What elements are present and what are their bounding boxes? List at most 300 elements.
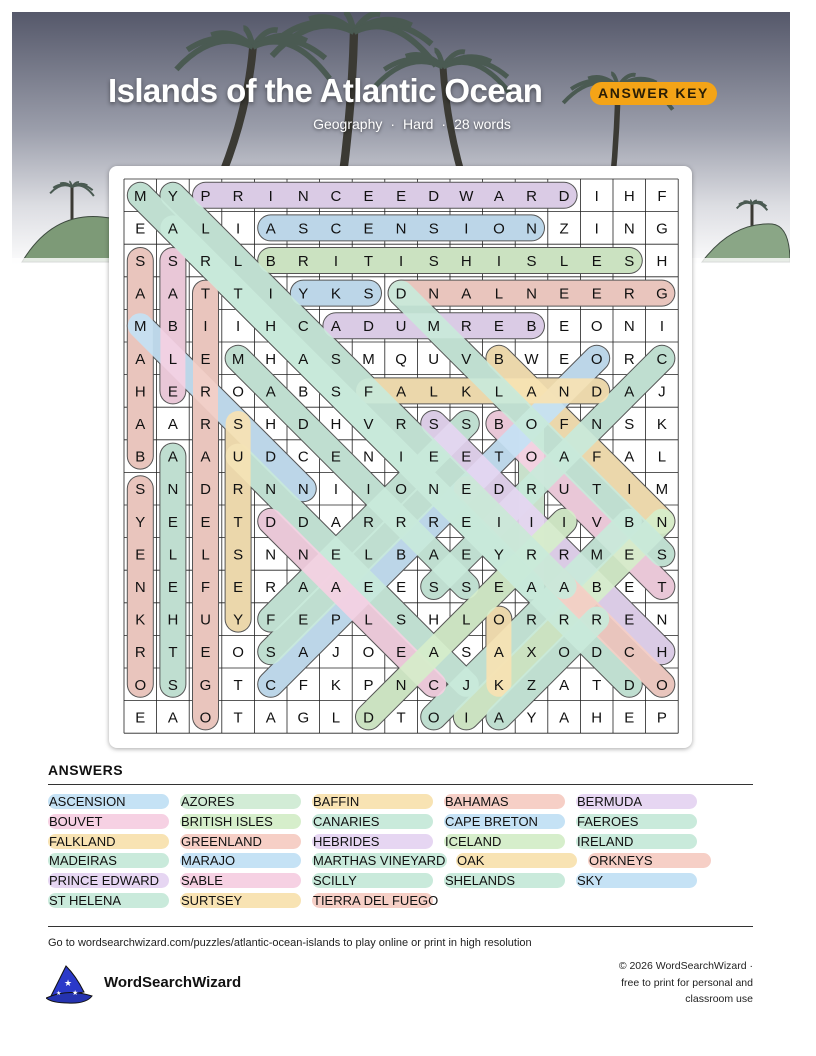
grid-letter: B bbox=[298, 383, 309, 401]
grid-letter: N bbox=[167, 481, 179, 499]
grid-letter: I bbox=[236, 318, 241, 336]
grid-letter: U bbox=[428, 350, 440, 368]
grid-letter: O bbox=[199, 709, 212, 727]
grid-letter: G bbox=[656, 285, 668, 303]
answer-word: MARTHAS VINEYARD bbox=[313, 853, 446, 869]
grid-letter: E bbox=[559, 285, 570, 303]
grid-letter: N bbox=[428, 285, 440, 303]
grid-letter: O bbox=[525, 448, 538, 466]
grid-letter: F bbox=[298, 676, 308, 694]
grid-letter: B bbox=[624, 513, 635, 531]
grid-letter: H bbox=[265, 350, 277, 368]
grid-letter: E bbox=[298, 611, 309, 629]
grid-letter: D bbox=[297, 416, 309, 433]
grid-letter: B bbox=[526, 318, 537, 336]
grid-letter: L bbox=[494, 383, 504, 401]
grid-letter: S bbox=[624, 253, 635, 270]
grid-letter: R bbox=[526, 546, 537, 564]
grid-letter: B bbox=[493, 350, 504, 368]
grid-letter: D bbox=[200, 481, 211, 499]
grid-letter: A bbox=[330, 579, 341, 596]
grid-letter: A bbox=[200, 448, 211, 466]
grid-letter: S bbox=[265, 644, 276, 662]
grid-letter: R bbox=[297, 253, 309, 270]
grid-letter: N bbox=[265, 481, 277, 499]
grid-letter: D bbox=[265, 513, 277, 531]
grid-letter: B bbox=[265, 253, 276, 270]
grid-letter: E bbox=[330, 546, 341, 564]
grid-letter: N bbox=[363, 448, 374, 466]
grid-letter: C bbox=[330, 187, 342, 205]
grid-letter: D bbox=[591, 383, 603, 401]
answer-word: HEBRIDES bbox=[312, 834, 433, 849]
grid-letter: A bbox=[330, 513, 341, 531]
grid-letter: D bbox=[493, 481, 505, 499]
grid-letter: R bbox=[200, 253, 211, 270]
grid-letter: R bbox=[200, 416, 211, 433]
grid-letter: S bbox=[167, 253, 178, 270]
answer-word: ICELAND bbox=[444, 834, 565, 849]
grid-letter: O bbox=[232, 644, 244, 662]
grid-letter: R bbox=[623, 285, 635, 303]
grid-letter: O bbox=[362, 644, 375, 662]
grid-letter: E bbox=[624, 546, 635, 564]
answer-word: SURTSEY bbox=[180, 893, 301, 908]
grid-letter: I bbox=[399, 448, 404, 466]
grid-letter: S bbox=[396, 611, 407, 629]
grid-letter: E bbox=[624, 579, 635, 596]
grid-letter: U bbox=[232, 448, 244, 466]
grid-letter: T bbox=[592, 676, 602, 694]
answer-word: MARAJO bbox=[180, 853, 301, 868]
grid-letter: S bbox=[167, 676, 178, 694]
grid-letter: S bbox=[461, 416, 472, 433]
grid-letter: N bbox=[558, 383, 570, 401]
grid-letter: E bbox=[493, 318, 504, 336]
grid-letter: F bbox=[657, 187, 667, 205]
grid-letter: J bbox=[462, 676, 471, 694]
grid-letter: K bbox=[656, 416, 667, 433]
answer-word: BAHAMAS bbox=[444, 794, 565, 809]
grid-letter: A bbox=[298, 579, 309, 596]
grid-letter: I bbox=[366, 481, 371, 499]
svg-text:★: ★ bbox=[64, 978, 73, 988]
grid-letter: C bbox=[428, 676, 440, 694]
grid-letter: A bbox=[624, 448, 635, 466]
grid-letter: A bbox=[330, 318, 341, 336]
grid-letter: T bbox=[233, 513, 243, 531]
grid-letter: I bbox=[627, 481, 632, 499]
grid-letter: H bbox=[428, 611, 440, 629]
grid-letter: S bbox=[330, 383, 341, 401]
grid-letter: A bbox=[526, 383, 537, 401]
grid-letter: S bbox=[135, 253, 146, 270]
grid-letter: N bbox=[428, 481, 440, 499]
grid-letter: A bbox=[493, 644, 504, 662]
grid-letter: N bbox=[656, 611, 668, 629]
grid-letter: N bbox=[134, 579, 146, 596]
answer-word: AZORES bbox=[180, 794, 301, 809]
grid-letter: S bbox=[624, 416, 635, 433]
grid-letter: E bbox=[428, 448, 439, 466]
answer-word: PRINCE EDWARD bbox=[48, 873, 169, 888]
grid-letter: E bbox=[135, 709, 146, 727]
grid-letter: O bbox=[493, 611, 505, 629]
wizard-hat-icon bbox=[46, 962, 94, 1004]
answer-word: ORKNEYS bbox=[588, 853, 711, 868]
grid-letter: F bbox=[592, 448, 602, 466]
grid-letter: O bbox=[232, 383, 244, 401]
grid-letter: O bbox=[493, 220, 505, 238]
grid-letter: W bbox=[459, 187, 474, 205]
grid-letter: H bbox=[591, 709, 603, 727]
divider bbox=[48, 784, 753, 785]
grid-letter: O bbox=[590, 350, 603, 368]
grid-letter: S bbox=[298, 220, 309, 238]
grid-letter: T bbox=[200, 285, 211, 303]
grid-letter: B bbox=[135, 448, 146, 466]
grid-letter: E bbox=[200, 350, 211, 368]
grid-letter: O bbox=[558, 644, 570, 662]
grid-letter: R bbox=[363, 513, 374, 531]
grid-letter: N bbox=[297, 481, 309, 499]
grid-letter: O bbox=[395, 481, 407, 499]
answer-word: CAPE BRETON bbox=[444, 814, 565, 829]
grid-letter: I bbox=[399, 253, 404, 270]
grid-letter: E bbox=[167, 383, 178, 401]
answer-word: FAEROES bbox=[576, 814, 697, 829]
grid-letter: K bbox=[461, 383, 472, 401]
grid-letter: O bbox=[427, 709, 440, 727]
grid-letter: I bbox=[268, 285, 273, 303]
grid-letter: S bbox=[656, 546, 667, 564]
grid-letter: I bbox=[562, 513, 567, 531]
grid-letter: E bbox=[363, 187, 374, 205]
grid-letter: D bbox=[591, 644, 603, 662]
grid-letter: N bbox=[591, 416, 603, 433]
answer-word: BOUVET bbox=[48, 814, 169, 829]
grid-letter: T bbox=[396, 709, 406, 727]
grid-letter: S bbox=[461, 644, 472, 662]
grid-letter: W bbox=[524, 350, 539, 368]
grid-letter: L bbox=[462, 611, 471, 629]
puzzle-meta bbox=[12, 116, 790, 132]
grid-letter: R bbox=[395, 513, 407, 531]
grid-letter: A bbox=[135, 416, 146, 433]
grid-letter: I bbox=[268, 187, 273, 205]
grid-letter: I bbox=[496, 513, 501, 531]
grid-letter: S bbox=[428, 416, 439, 433]
grid-letter: C bbox=[265, 676, 277, 694]
grid-letter: C bbox=[623, 644, 635, 662]
grid-letter: R bbox=[232, 481, 244, 499]
grid-letter: A bbox=[559, 579, 570, 596]
grid-letter: G bbox=[297, 709, 310, 727]
grid-letter: R bbox=[428, 513, 440, 531]
grid-letter: T bbox=[233, 285, 243, 303]
grid-letter: Z bbox=[559, 220, 569, 238]
grid-letter: R bbox=[395, 416, 407, 433]
grid-letter: F bbox=[559, 416, 569, 433]
grid-letter: H bbox=[167, 611, 179, 629]
grid-letter: I bbox=[496, 253, 501, 270]
grid-letter: I bbox=[333, 253, 338, 270]
grid-letter: L bbox=[233, 253, 243, 270]
grid-letter: I bbox=[594, 220, 599, 238]
answer-key-badge: ANSWER KEY bbox=[590, 82, 717, 105]
grid-letter: M bbox=[590, 546, 603, 564]
grid-letter: C bbox=[297, 318, 309, 336]
grid-letter: N bbox=[623, 318, 635, 336]
grid-letter: Y bbox=[233, 611, 244, 629]
grid-letter: R bbox=[558, 611, 570, 629]
grid-letter: D bbox=[265, 448, 277, 466]
grid-letter: R bbox=[232, 187, 244, 205]
grid-letter: R bbox=[526, 611, 537, 629]
grid-letter: I bbox=[659, 318, 664, 336]
grid-letter: U bbox=[395, 318, 407, 336]
grid-letter: D bbox=[297, 513, 309, 531]
grid-letter: S bbox=[428, 253, 439, 270]
answer-word: BERMUDA bbox=[576, 794, 697, 809]
copyright-note bbox=[563, 958, 753, 1008]
grid-letter: T bbox=[233, 676, 243, 694]
grid-letter: Y bbox=[526, 709, 537, 727]
footer-link[interactable]: Go to wordsearchwizard.com/puzzles/atlantic-ocean-islands to play online or print in high resolution bbox=[48, 937, 532, 949]
grid-letter: Q bbox=[395, 350, 407, 368]
grid-letter: O bbox=[134, 676, 147, 694]
grid-letter: E bbox=[624, 611, 635, 629]
grid-letter: S bbox=[233, 546, 244, 564]
grid-letter: R bbox=[265, 579, 277, 596]
grid-letter: V bbox=[591, 513, 602, 531]
grid-letter: G bbox=[199, 676, 212, 694]
copyright-line: classroom use bbox=[685, 993, 753, 1005]
grid-letter: S bbox=[233, 416, 244, 433]
grid-letter: H bbox=[656, 253, 668, 270]
grid-letter: A bbox=[167, 709, 178, 727]
answer-word: BAFFIN bbox=[312, 794, 433, 809]
grid-letter: Z bbox=[526, 676, 537, 694]
grid-letter: L bbox=[168, 546, 178, 564]
grid-letter: H bbox=[265, 318, 277, 336]
grid-letter: A bbox=[167, 285, 178, 303]
grid-letter: H bbox=[460, 253, 472, 270]
copyright-line: © 2026 WordSearchWizard · bbox=[618, 960, 753, 972]
grid-letter: E bbox=[200, 644, 211, 662]
grid-letter: E bbox=[591, 253, 602, 270]
grid-letter: A bbox=[298, 350, 309, 368]
grid-letter: D bbox=[363, 318, 374, 336]
grid-letter: A bbox=[135, 350, 146, 368]
grid-letter: L bbox=[364, 611, 373, 629]
word-count-label: 28 words bbox=[454, 116, 511, 132]
grid-letter: A bbox=[167, 220, 178, 238]
grid-letter: B bbox=[167, 318, 178, 336]
subject-label: Geography bbox=[313, 116, 383, 132]
grid-letter: E bbox=[591, 285, 602, 303]
grid-letter: E bbox=[363, 579, 374, 596]
grid-letter: A bbox=[559, 448, 570, 466]
letter-grid bbox=[109, 166, 692, 748]
grid-letter: E bbox=[330, 448, 341, 466]
grid-letter: L bbox=[657, 448, 667, 466]
grid-letter: T bbox=[363, 253, 374, 270]
answer-word: BRITISH ISLES bbox=[180, 814, 301, 829]
grid-letter: D bbox=[363, 709, 374, 727]
grid-letter: M bbox=[427, 318, 440, 336]
grid-letter: S bbox=[135, 481, 146, 499]
answer-word: SCILLY bbox=[312, 873, 433, 888]
grid-letter: D bbox=[395, 285, 407, 303]
grid-letter: S bbox=[428, 579, 439, 596]
grid-letter: N bbox=[297, 546, 309, 564]
grid-letter: A bbox=[493, 187, 504, 205]
grid-letter: S bbox=[330, 350, 341, 368]
answer-word: TIERRA DEL FUEGO bbox=[313, 893, 439, 908]
grid-letter: O bbox=[590, 318, 603, 336]
grid-letter: F bbox=[363, 383, 374, 401]
grid-letter: X bbox=[526, 644, 537, 662]
grid-letter: H bbox=[623, 187, 635, 205]
grid-letter: C bbox=[297, 448, 309, 466]
copyright-line: free to print for personal and bbox=[621, 976, 753, 989]
grid-letter: D bbox=[623, 676, 635, 694]
separator-dot: · bbox=[390, 116, 396, 132]
grid-letter: E bbox=[396, 579, 407, 596]
difficulty-label: Hard bbox=[403, 116, 434, 132]
grid-letter: R bbox=[134, 644, 146, 662]
grid-letter: A bbox=[265, 383, 276, 401]
grid-letter: L bbox=[168, 350, 178, 368]
grid-letter: B bbox=[591, 579, 602, 596]
grid-letter: U bbox=[558, 481, 570, 499]
grid-letter: S bbox=[428, 220, 439, 238]
grid-letter: S bbox=[363, 285, 374, 303]
grid-letter: P bbox=[200, 187, 211, 205]
grid-letter: I bbox=[594, 187, 599, 205]
grid-letter: L bbox=[429, 383, 438, 401]
grid-letter: A bbox=[526, 579, 537, 596]
grid-letter: A bbox=[559, 676, 570, 694]
grid-letter: R bbox=[558, 546, 570, 564]
grid-letter: M bbox=[362, 350, 375, 368]
grid-letter: A bbox=[135, 285, 146, 303]
grid-letter: I bbox=[236, 220, 241, 238]
answer-word: IRELAND bbox=[576, 834, 697, 849]
answer-word: MADEIRAS bbox=[48, 853, 169, 868]
grid-letter: A bbox=[265, 709, 276, 727]
grid-letter: A bbox=[559, 709, 570, 727]
grid-letter: K bbox=[135, 611, 146, 629]
grid-letter: E bbox=[461, 546, 472, 564]
answer-word: ST HELENA bbox=[48, 893, 169, 908]
grid-letter: B bbox=[493, 416, 504, 433]
puzzle-grid-card bbox=[109, 166, 692, 748]
svg-text:★: ★ bbox=[72, 990, 79, 997]
grid-letter: P bbox=[656, 709, 667, 727]
grid-letter: M bbox=[134, 187, 147, 205]
answer-word: CANARIES bbox=[312, 814, 433, 829]
grid-letter: P bbox=[363, 676, 374, 694]
grid-letter: I bbox=[529, 513, 534, 531]
grid-letter: O bbox=[656, 676, 668, 694]
grid-letter: E bbox=[135, 546, 146, 564]
grid-letter: F bbox=[200, 579, 211, 596]
grid-letter: T bbox=[494, 448, 504, 466]
grid-letter: T bbox=[592, 481, 602, 499]
grid-letter: P bbox=[330, 611, 341, 629]
grid-letter: E bbox=[396, 187, 407, 205]
grid-letter: Y bbox=[167, 187, 178, 205]
grid-letter: E bbox=[461, 513, 472, 531]
grid-letter: K bbox=[330, 285, 341, 303]
grid-letter: G bbox=[656, 220, 668, 238]
grid-letter: R bbox=[200, 383, 211, 401]
grid-letter: E bbox=[624, 709, 635, 727]
puzzle-title: Islands of the Atlantic Ocean bbox=[108, 72, 543, 109]
grid-letter: T bbox=[233, 709, 243, 727]
grid-letter: A bbox=[167, 448, 178, 466]
answer-word: FALKLAND bbox=[48, 834, 169, 849]
grid-letter: K bbox=[330, 676, 341, 694]
grid-letter: T bbox=[657, 579, 667, 596]
answer-word: SHELANDS bbox=[444, 873, 565, 888]
grid-letter: J bbox=[332, 644, 340, 662]
grid-letter: R bbox=[526, 187, 537, 205]
grid-letter: Y bbox=[298, 285, 309, 303]
answer-word: OAK bbox=[456, 853, 577, 868]
grid-letter: A bbox=[396, 383, 407, 401]
grid-letter: I bbox=[464, 709, 469, 727]
grid-letter: B bbox=[396, 546, 407, 564]
grid-letter: T bbox=[168, 644, 178, 662]
grid-letter: V bbox=[363, 416, 374, 433]
grid-letter: A bbox=[428, 546, 439, 564]
grid-letter: N bbox=[395, 220, 407, 238]
grid-letter: N bbox=[395, 676, 407, 694]
grid-letter: L bbox=[364, 546, 373, 564]
brand-name: WordSearchWizard bbox=[104, 974, 242, 991]
grid-letter: I bbox=[333, 481, 338, 499]
grid-letter: N bbox=[623, 220, 635, 238]
grid-letter: E bbox=[559, 350, 570, 368]
svg-text:★: ★ bbox=[56, 991, 62, 997]
grid-letter: L bbox=[201, 220, 210, 238]
grid-letter: Y bbox=[493, 546, 504, 564]
grid-letter: C bbox=[656, 350, 668, 368]
grid-letter: Y bbox=[135, 513, 146, 531]
grid-letter: N bbox=[526, 220, 537, 238]
grid-letter: E bbox=[461, 448, 472, 466]
grid-letter: N bbox=[265, 546, 277, 564]
grid-letter: E bbox=[167, 579, 178, 596]
separator-dot: · bbox=[441, 116, 447, 132]
grid-letter: J bbox=[658, 383, 666, 401]
grid-letter: S bbox=[526, 253, 537, 270]
grid-letter: A bbox=[624, 383, 635, 401]
grid-letter: N bbox=[526, 285, 537, 303]
answer-word: SABLE bbox=[180, 873, 301, 888]
grid-letter: E bbox=[559, 318, 570, 336]
grid-letter: A bbox=[167, 416, 178, 433]
grid-letter: I bbox=[203, 318, 208, 336]
grid-letter: R bbox=[526, 481, 537, 499]
answer-word: SKY bbox=[576, 873, 697, 888]
grid-letter: E bbox=[461, 481, 472, 499]
grid-letter: I bbox=[464, 220, 469, 238]
grid-letter: A bbox=[461, 285, 472, 303]
